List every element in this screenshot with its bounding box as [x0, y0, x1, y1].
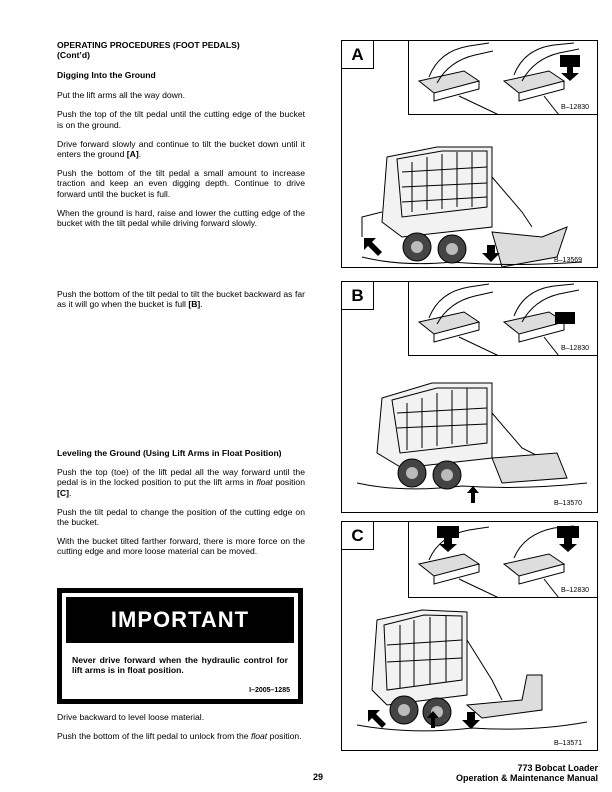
figure-c-inset-code: B–12830	[560, 587, 589, 594]
text-column-leveling	[57, 448, 305, 566]
important-notice	[57, 588, 303, 704]
loader-digging-illustration	[342, 117, 597, 267]
tilt-back-end: .	[200, 299, 203, 310]
after-paragraph-1: Drive backward to level loose material.	[57, 712, 205, 722]
digging-heading: Digging Into the Ground	[57, 70, 156, 80]
figure-ref-b: [B]	[188, 299, 201, 310]
leveling-p1-end: .	[68, 487, 72, 498]
text-column-tilt	[57, 289, 305, 318]
important-text: Never drive forward when the hydraulic control for lift arms is in float position.	[72, 655, 288, 676]
figure-b-letter: B	[342, 282, 374, 310]
after-paragraph-2	[57, 731, 305, 741]
digging-paragraph-2: Push the top of the tilt pedal until the cutting edge of the bucket is on the ground.	[57, 109, 305, 130]
digging-paragraph-4: Push the bottom of the tilt pedal a small amount to increase traction and keep an even digging depth. Continue to drive forward until the bucket is full.	[57, 168, 305, 199]
manual-title-line-1: 773 Bobcat Loader	[517, 763, 598, 773]
leveling-paragraph-1	[57, 467, 305, 498]
leveling-heading: Leveling the Ground (Using Lift Arms in Float Position)	[57, 448, 282, 458]
leveling-p1-text: Push the top (toe) of the lift pedal all the way forward until the pedal is in the locked position to put the lift arms in	[57, 467, 305, 488]
loader-float-illustration	[342, 600, 597, 750]
digging-paragraph-3	[57, 139, 305, 159]
leveling-p1-float: float	[256, 477, 273, 488]
digging-paragraph-1: Put the lift arms all the way down.	[57, 90, 186, 101]
figure-ref-a: [A]	[126, 149, 139, 160]
text-column-bottom	[57, 712, 305, 750]
figure-a-main-code: B–13569	[554, 257, 583, 264]
page-number: 29	[313, 772, 324, 782]
leveling-paragraph-3: With the bucket tilted farther forward, there is more force on the cutting edge and more loose material can be moved.	[57, 536, 305, 557]
important-code: I–2005–1285	[249, 687, 290, 694]
figure-c-letter: C	[342, 522, 374, 550]
tilt-back-text: Push the bottom of the tilt pedal to tilt the bucket backward as far as it will go when the bucket is full	[57, 289, 305, 310]
figure-c-pedal-inset	[408, 522, 597, 598]
figure-b	[341, 281, 598, 513]
section-heading-cont: (Cont’d)	[57, 50, 90, 60]
manual-title	[456, 763, 598, 783]
figure-a	[341, 40, 598, 268]
figure-a-inset-code: B–12830	[560, 104, 589, 111]
after-p2-float: float	[250, 731, 268, 742]
after-p2-text: Push the bottom of the lift pedal to unlock from the	[57, 731, 251, 742]
figure-a-pedal-inset	[408, 41, 597, 115]
figure-c-main-code: B–13571	[554, 740, 583, 747]
figure-a-letter: A	[342, 41, 374, 69]
figure-c	[341, 521, 598, 751]
tilt-back-paragraph	[57, 289, 305, 309]
digging-paragraph-5: When the ground is hard, raise and lower the cutting edge of the bucket with the tilt pedal while driving forward slowly.	[57, 207, 305, 229]
section-heading: OPERATING PROCEDURES (FOOT PEDALS)	[57, 40, 240, 50]
important-notice-body	[62, 593, 298, 699]
figure-b-inset-code: B–12830	[560, 345, 589, 352]
leveling-p1-mid: position	[272, 477, 305, 488]
important-title: IMPORTANT	[66, 597, 294, 643]
after-p2-end: position.	[267, 731, 302, 742]
figure-b-main-code: B–13570	[554, 500, 583, 507]
loader-tilt-back-illustration	[342, 358, 597, 508]
manual-title-line-2: Operation & Maintenance Manual	[455, 773, 598, 783]
digging-p3-end: .	[138, 149, 142, 160]
digging-p3-text: Drive forward slowly and continue to tilt the bucket down until it enters the ground	[57, 138, 305, 160]
text-column-top	[57, 40, 305, 237]
figure-ref-c: [C]	[57, 487, 69, 498]
figure-b-pedal-inset	[408, 282, 597, 356]
leveling-paragraph-2: Push the tilt pedal to change the position of the cutting edge on the bucket.	[57, 506, 305, 528]
